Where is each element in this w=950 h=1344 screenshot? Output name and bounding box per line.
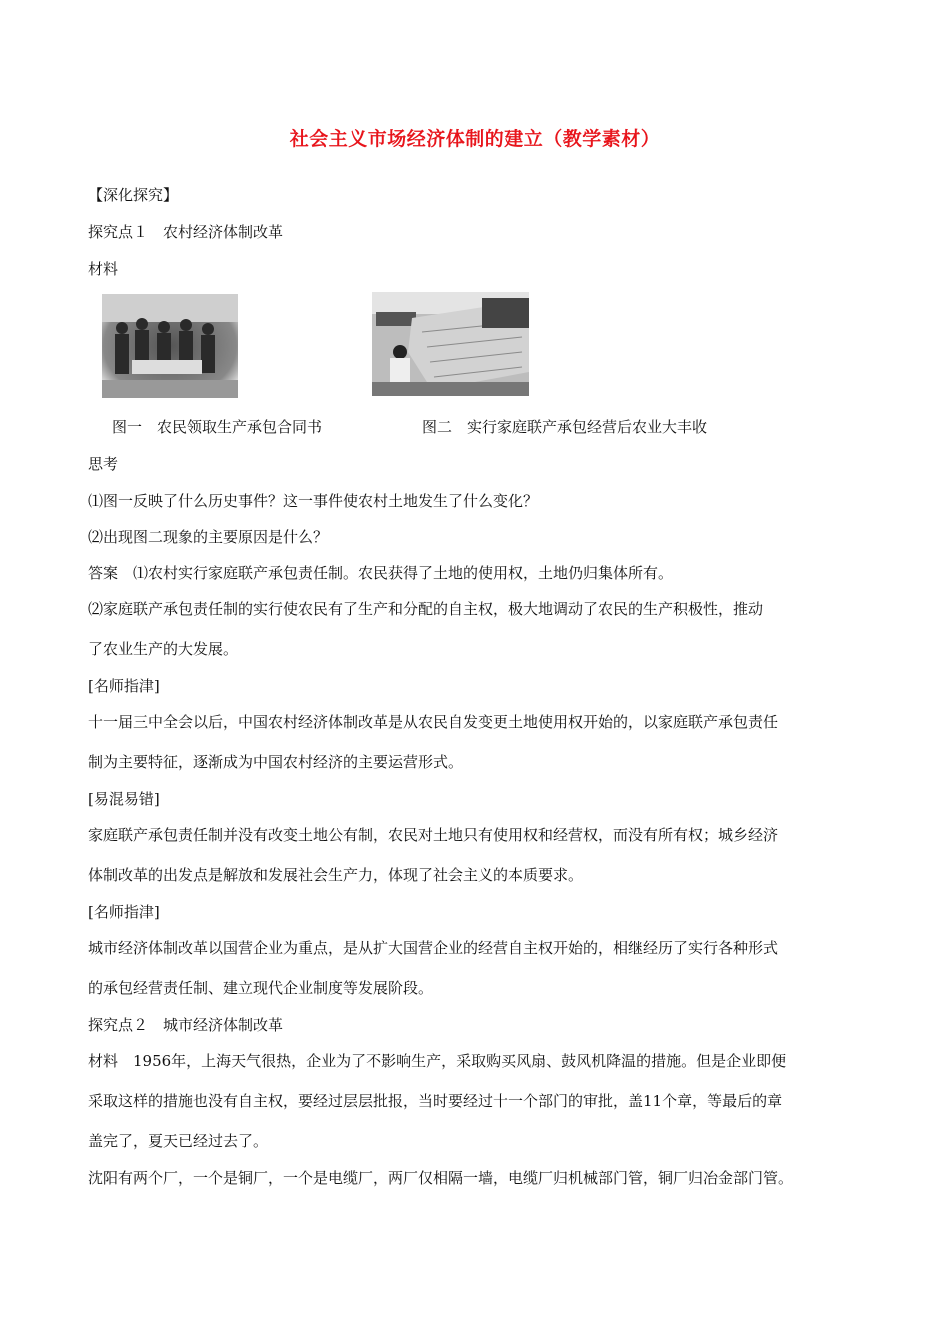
figure-1-photo: [102, 294, 238, 398]
figure-2-photo: [372, 292, 529, 396]
section-point1: 探究点１ 农村经济体制改革: [88, 223, 284, 241]
teacher-note-1-line1: 十一届三中全会以后，中国农村经济体制改革是从农民自发变更土地使用权开始的，以家庭联产承包责任: [88, 713, 779, 731]
think-label: 思考: [88, 455, 119, 473]
teacher-note-2-line1: 城市经济体制改革以国营企业为重点，是从扩大国营企业的经营自主权开始的，相继经历了实行各种形式: [88, 939, 779, 957]
material-2-line1: 材料 1956年，上海天气很热，企业为了不影响生产，采取购买风扇、鼓风机降温的措施。但是企业即便: [88, 1052, 787, 1070]
answer-1: 答案 ⑴农村实行家庭联产承包责任制。农民获得了土地的使用权，土地仍归集体所有。: [88, 564, 674, 582]
teacher-note-2-line2: 的承包经营责任制、建立现代企业制度等发展阶段。: [88, 979, 434, 997]
answer-2-line2: 了农业生产的大发展。: [88, 640, 239, 658]
figure-1-caption: 图一 农民领取生产承包合同书: [112, 418, 323, 436]
section-deepen: 【深化探究】: [88, 186, 179, 204]
figure-2-caption: 图二 实行家庭联产承包经营后农业大丰收: [422, 418, 708, 436]
teacher-note-1-line2: 制为主要特征，逐渐成为中国农村经济的主要运营形式。: [88, 753, 464, 771]
material-2-line4: 沈阳有两个厂，一个是铜厂，一个是电缆厂，两厂仅相隔一墙，电缆厂归机械部门管，铜厂归冶金部门管。: [88, 1169, 794, 1187]
page-title: 社会主义市场经济体制的建立（教学素材）: [289, 128, 661, 150]
question-2: ⑵出现图二现象的主要原因是什么？: [88, 528, 329, 546]
question-1: ⑴图一反映了什么历史事件？这一事件使农村土地发生了什么变化？: [88, 492, 539, 510]
teacher-note-label-2: [名师指津]: [88, 903, 160, 921]
section-point2: 探究点２ 城市经济体制改革: [88, 1016, 284, 1034]
confuse-line1: 家庭联产承包责任制并没有改变土地公有制，农民对土地只有使用权和经营权，而没有所有权；城乡经济: [88, 826, 779, 844]
teacher-note-label-1: [名师指津]: [88, 677, 160, 695]
confuse-line2: 体制改革的出发点是解放和发展社会生产力，体现了社会主义的本质要求。: [88, 866, 584, 884]
answer-2-line1: ⑵家庭联产承包责任制的实行使农民有了生产和分配的自主权，极大地调动了农民的生产积极性，推动: [88, 600, 764, 618]
figure-row: [0, 292, 950, 402]
confuse-label: [易混易错]: [88, 790, 160, 808]
material-2-line2: 采取这样的措施也没有自主权，要经过层层批报，当时要经过十一个部门的审批，盖11个章，等最后的章: [88, 1092, 783, 1110]
material-label: 材料: [88, 260, 119, 278]
material-2-line3: 盖完了，夏天已经过去了。: [88, 1132, 269, 1150]
